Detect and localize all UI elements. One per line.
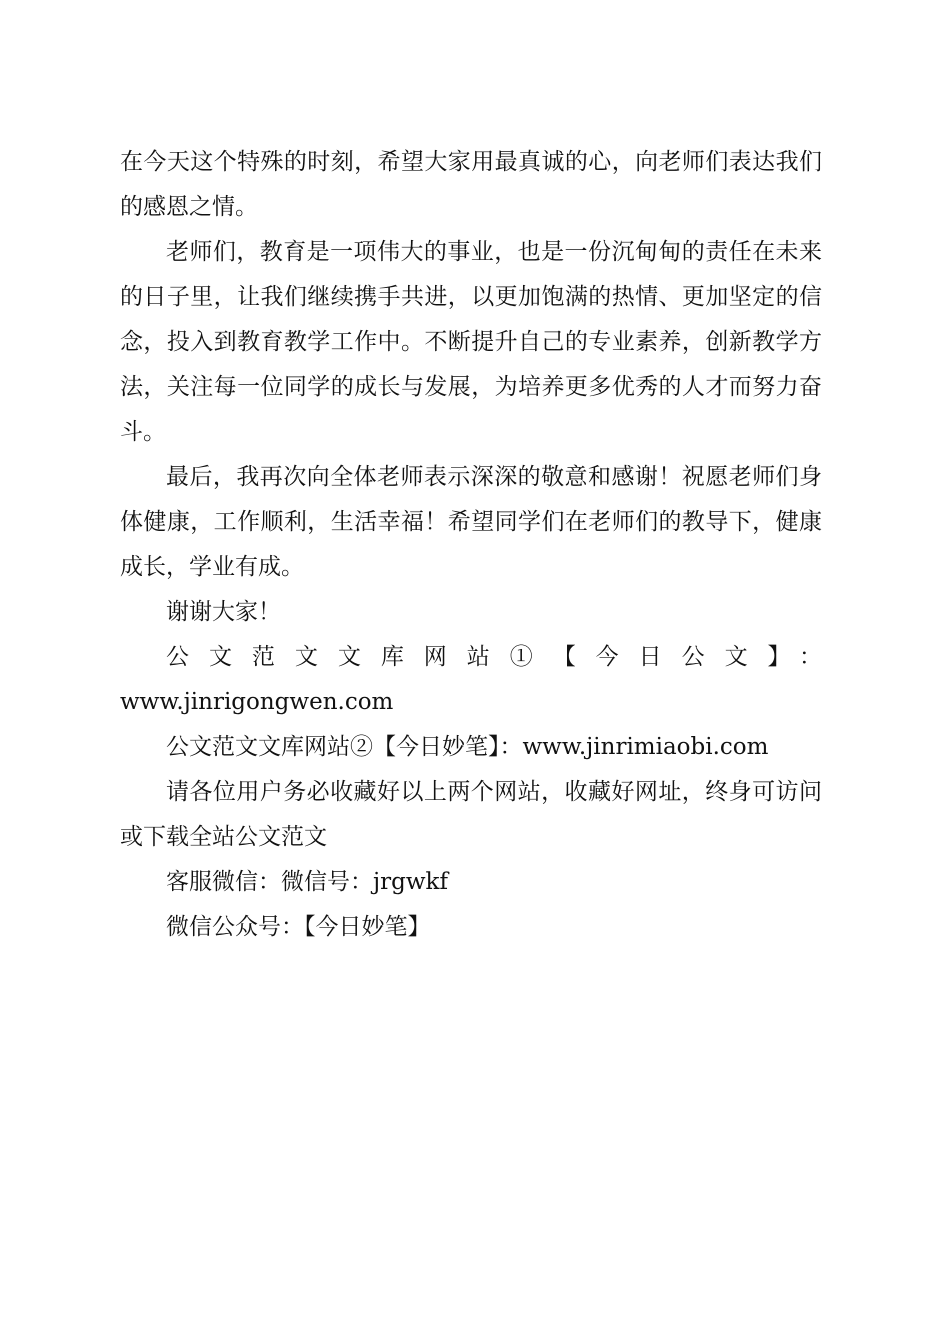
document-page	[120, 140, 822, 950]
paragraph-closing-wishes: 最后，我再次向全体老师表示深深的敬意和感谢！祝愿老师们身体健康，工作顺利，生活幸福！希望同学们在老师们的教导下，健康成长，学业有成。	[120, 464, 822, 580]
site-1-line	[120, 635, 822, 725]
bookmark-notice: 请各位用户务必收藏好以上两个网站，收藏好网址，终身可访问或下载全站公文范文	[120, 779, 822, 850]
paragraph-education: 老师们，教育是一项伟大的事业，也是一份沉甸甸的责任在未来的日子里，让我们继续携手共进，以更加饱满的热情、更加坚定的信念，投入到教育教学工作中。不断提升自己的专业素养，创新教学方法，关注每一位同学的成长与发展，为培养更多优秀的人才而努力奋斗。	[120, 239, 822, 445]
paragraph-thanks: 谢谢大家！	[166, 599, 281, 625]
paragraph-gratitude: 在今天这个特殊的时刻，希望大家用最真诚的心，向老师们表达我们的感恩之情。	[120, 149, 822, 220]
site-2-label: 公文范文文库网站②【今日妙笔】：	[166, 734, 523, 760]
wechat-public-account: 微信公众号：【今日妙笔】	[166, 914, 431, 940]
site-2-line	[120, 725, 822, 770]
site-2-url: www.jinrimiaobi.com	[522, 734, 769, 760]
wechat-service: 客服微信：微信号：jrgwkf	[166, 869, 448, 895]
site-1-label: 公文范文文库网站①【今日公文】：	[166, 644, 822, 670]
site-1-url: www.jinrigongwen.com	[120, 689, 394, 715]
